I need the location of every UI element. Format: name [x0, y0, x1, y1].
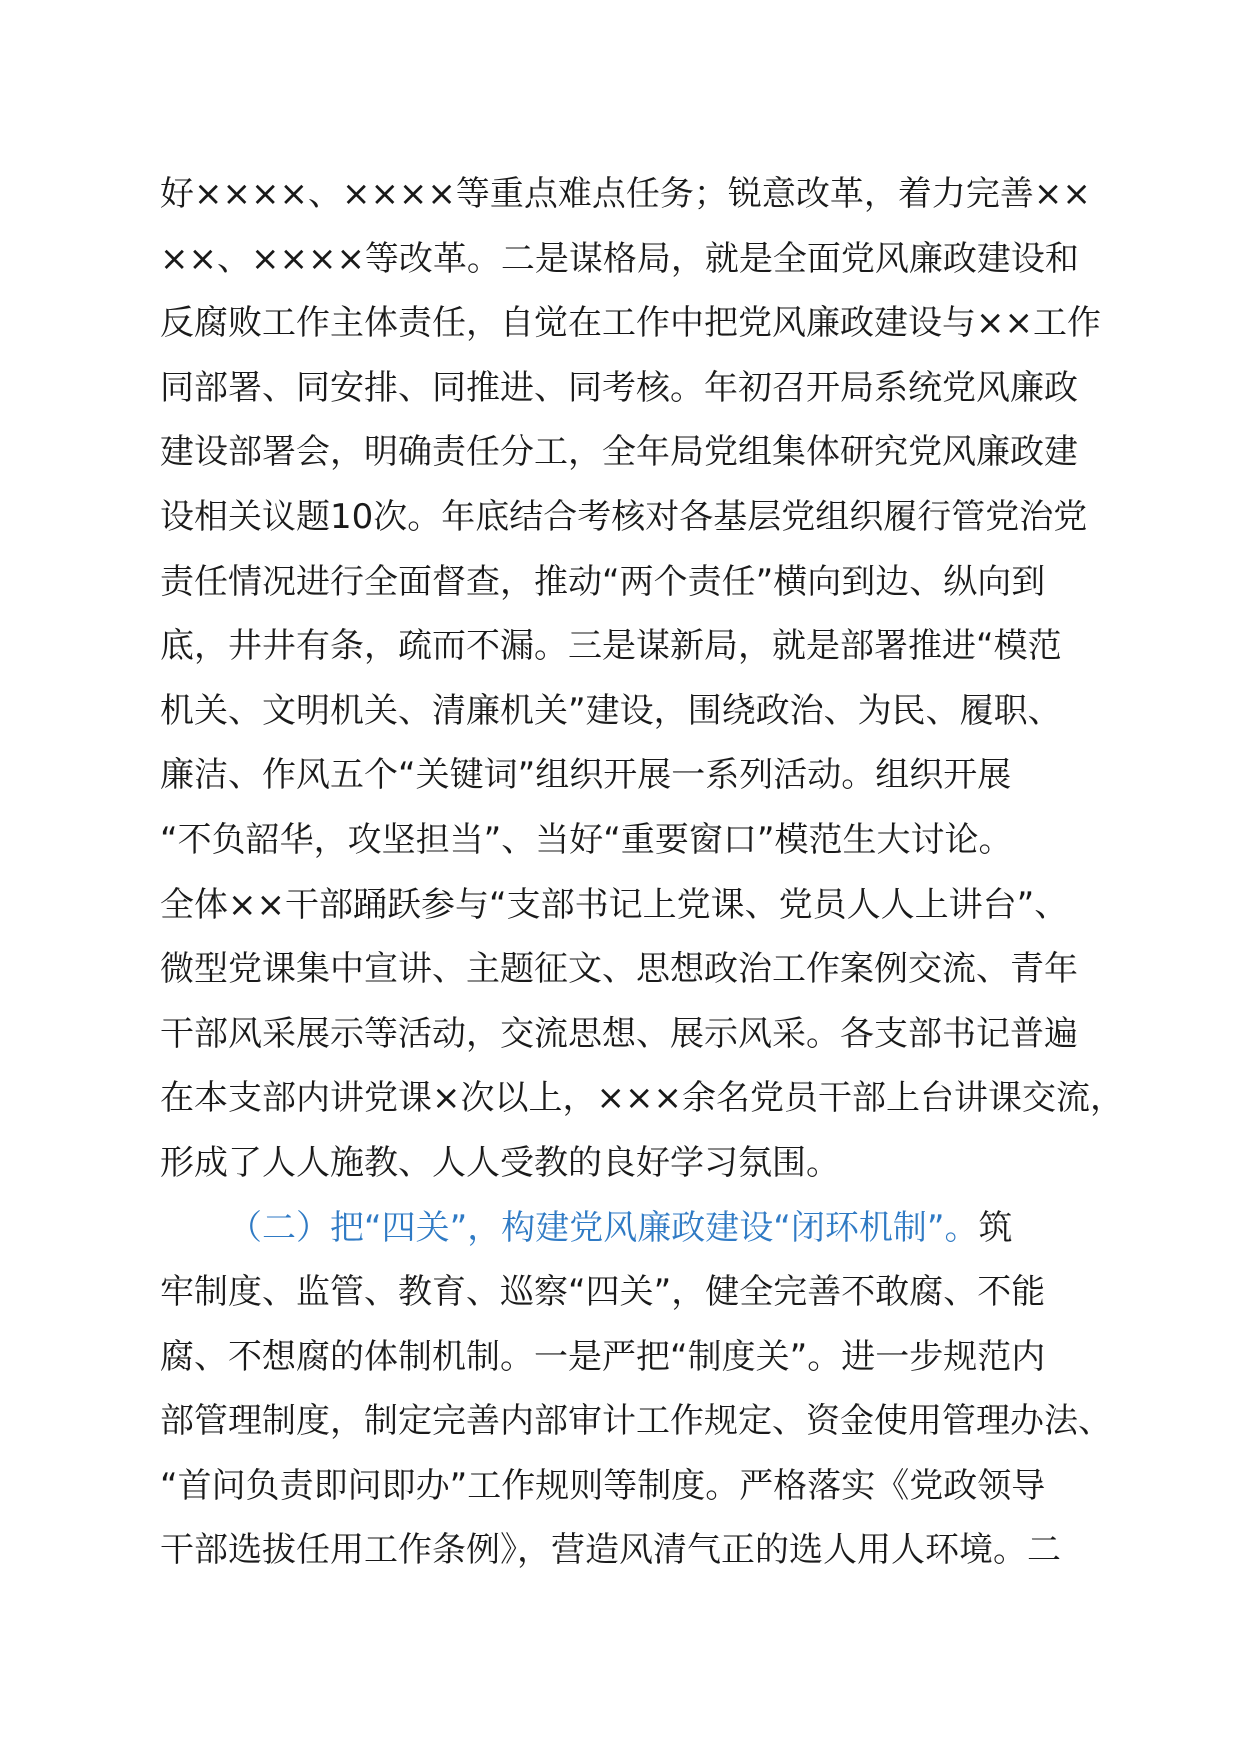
paragraph-line: 在本支部内讲党课×次以上，×××余名党员干部上台讲课交流，	[160, 1078, 1124, 1119]
section-heading-continuation: 筑	[978, 1207, 1013, 1248]
paragraph-line: “首问负责即问即办”工作规则等制度。严格落实《党政领导	[160, 1465, 1046, 1506]
paragraph-line: ××、××××等改革。二是谋格局，就是全面党风廉政建设和	[160, 238, 1079, 279]
paragraph-line: 设相关议题10次。年底结合考核对各基层党组织履行管党治党	[160, 496, 1088, 537]
paragraph-line: 建设部署会，明确责任分工，全年局党组集体研究党风廉政建	[160, 432, 1078, 473]
paragraph-line: 机关、文明机关、清廉机关”建设，围绕政治、为民、履职、	[160, 690, 1062, 731]
paragraph-line: 形成了人人施教、人人受教的良好学习氛围。	[160, 1142, 840, 1183]
paragraph-line: 微型党课集中宣讲、主题征文、思想政治工作案例交流、青年	[160, 949, 1078, 990]
paragraph-line: 牢制度、监管、教育、巡察“四关”，健全完善不敢腐、不能	[160, 1272, 1046, 1313]
section-heading-line	[160, 1196, 1120, 1261]
paragraph-line: 责任情况进行全面督查，推动“两个责任”横向到边、纵向到	[160, 561, 1046, 602]
paragraph-line: “不负韶华，攻坚担当”、当好“重要窗口”模范生大讨论。	[160, 819, 1013, 860]
paragraph-line: 同部署、同安排、同推进、同考核。年初召开局系统党风廉政	[160, 367, 1078, 408]
paragraph-line: 反腐败工作主体责任，自觉在工作中把党风廉政建设与××工作	[160, 303, 1101, 344]
paragraph-line: 干部选拔任用工作条例》，营造风清气正的选人用人环境。二	[160, 1530, 1061, 1571]
document-body	[160, 162, 1124, 1583]
section-heading: （二）把“四关”，构建党风廉政建设“闭环机制”。	[228, 1207, 979, 1248]
paragraph-line: 干部风采展示等活动，交流思想、展示风采。各支部书记普遍	[160, 1013, 1078, 1054]
paragraph-line: 底，井井有条，疏而不漏。三是谋新局，就是部署推进“模范	[160, 626, 1062, 667]
paragraph-line: 部管理制度，制定完善内部审计工作规定、资金使用管理办法、	[160, 1401, 1112, 1442]
paragraph-line: 腐、不想腐的体制机制。一是严把“制度关”。进一步规范内	[160, 1336, 1046, 1377]
paragraph-line: 好××××、××××等重点难点任务；锐意改革，着力完善××	[160, 174, 1091, 214]
paragraph-line: 廉洁、作风五个“关键词”组织开展一系列活动。组织开展	[160, 755, 1012, 796]
paragraph-line: 全体××干部踊跃参与“支部书记上党课、党员人人上讲台”、	[160, 884, 1069, 925]
